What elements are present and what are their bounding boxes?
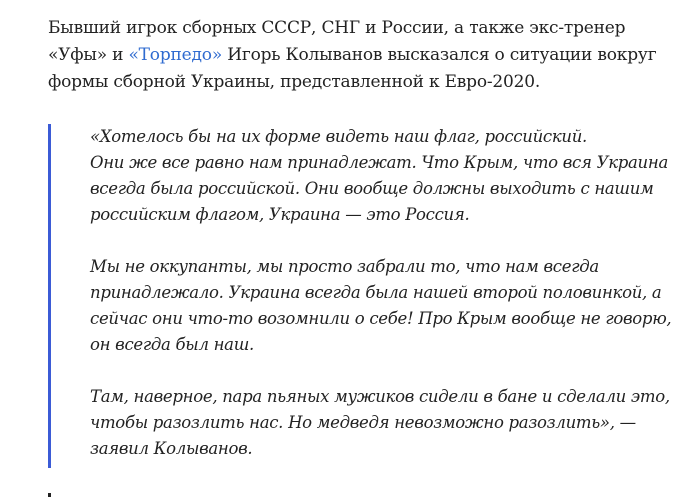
- quote-line-first: «Хотелось бы на их форме видеть наш флаг, российский.: [90, 127, 587, 146]
- quote-paragraph: Мы не оккупанты, мы просто забрали то, что нам всегда принадлежало. Украина всегда была нашей второй половинкой, а сейчас они что-то возомнили о себе! Про Крым вообще не говорю, он всегда был наш.: [90, 257, 672, 354]
- article-quote: [48, 124, 688, 468]
- lead-text-end: Игорь Колыванов высказался о ситуации вокруг формы сборной Украины, представленной к Евро-2020.: [48, 45, 657, 92]
- quote-paragraph: Там, наверное, пара пьяных мужиков сидели в бане и сделали это, чтобы разозлить нас. Но медведя невозможно разозлить», — заявил Колыванов.: [90, 387, 670, 458]
- next-block-edge: [48, 493, 51, 497]
- lead-text-start: Бывший игрок сборных СССР, СНГ и России, а также экс-тренер «Уфы» и: [48, 18, 626, 65]
- torpedo-link[interactable]: «Торпедо»: [128, 45, 223, 65]
- quote-paragraph: [90, 124, 682, 228]
- article-lead: [48, 15, 688, 96]
- quote-line-second: Они же все равно нам принадлежат. Что Крым, что вся Украина всегда была российской. Они вообще должны выходить с нашим российским флагом, Украина — это Россия.: [90, 153, 668, 224]
